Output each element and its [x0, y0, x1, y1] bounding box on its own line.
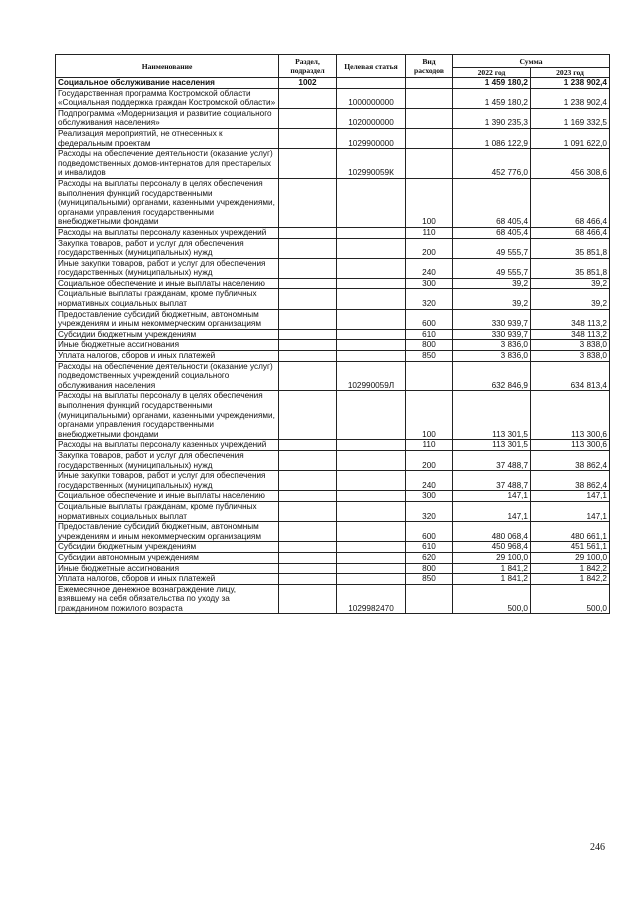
cell-name: Подпрограмма «Модернизация и развитие социального обслуживания населения» — [56, 108, 279, 128]
cell-sum-2022: 37 488,7 — [453, 471, 531, 491]
cell-sum-2022: 3 836,0 — [453, 340, 531, 351]
cell-sum-2022: 480 068,4 — [453, 522, 531, 542]
header-name: Наименование — [56, 55, 279, 78]
cell-target — [337, 329, 406, 340]
cell-section — [279, 128, 337, 148]
cell-expense-type: 200 — [406, 238, 453, 258]
cell-name: Расходы на выплаты персоналу в целях обеспечения выполнения функций государственными (муниципальными) органами, казенными учреждениями, органами управления государственными внебюджетными фондами — [56, 391, 279, 440]
cell-sum-2023: 113 300,6 — [531, 391, 610, 440]
table-row — [56, 440, 610, 451]
table-row — [56, 574, 610, 585]
table-row — [56, 329, 610, 340]
cell-section — [279, 361, 337, 391]
table-row — [56, 351, 610, 362]
cell-section — [279, 108, 337, 128]
cell-sum-2022: 39,2 — [453, 278, 531, 289]
table-row — [56, 258, 610, 278]
cell-sum-2023: 3 838,0 — [531, 351, 610, 362]
cell-section — [279, 440, 337, 451]
table-row — [56, 471, 610, 491]
cell-sum-2023: 29 100,0 — [531, 552, 610, 563]
cell-expense-type: 100 — [406, 391, 453, 440]
cell-sum-2023: 1 238 902,4 — [531, 78, 610, 89]
table-row — [56, 552, 610, 563]
cell-section — [279, 563, 337, 574]
cell-target — [337, 309, 406, 329]
cell-target: 1020000000 — [337, 108, 406, 128]
cell-sum-2022: 3 836,0 — [453, 351, 531, 362]
cell-expense-type: 300 — [406, 278, 453, 289]
cell-section — [279, 289, 337, 309]
cell-name: Субсидии автономным учреждениям — [56, 552, 279, 563]
cell-target — [337, 552, 406, 563]
cell-target — [337, 563, 406, 574]
cell-expense-type — [406, 128, 453, 148]
table-row — [56, 278, 610, 289]
table-row — [56, 542, 610, 553]
cell-name: Иные бюджетные ассигнования — [56, 340, 279, 351]
table-row — [56, 178, 610, 227]
cell-sum-2022: 500,0 — [453, 584, 531, 614]
cell-name: Расходы на обеспечение деятельности (оказание услуг) подведомственных домов-интернатов для престарелых и инвалидов — [56, 149, 279, 179]
cell-target: 102990059К — [337, 149, 406, 179]
cell-target — [337, 522, 406, 542]
cell-expense-type: 110 — [406, 440, 453, 451]
header-year-2022: 2022 год — [453, 68, 531, 78]
table-row — [56, 88, 610, 108]
cell-section — [279, 309, 337, 329]
cell-sum-2023: 35 851,8 — [531, 238, 610, 258]
cell-name: Иные бюджетные ассигнования — [56, 563, 279, 574]
cell-sum-2022: 330 939,7 — [453, 309, 531, 329]
cell-section — [279, 574, 337, 585]
cell-sum-2023: 39,2 — [531, 289, 610, 309]
cell-sum-2022: 1 086 122,9 — [453, 128, 531, 148]
cell-name: Социальные выплаты гражданам, кроме публичных нормативных социальных выплат — [56, 501, 279, 521]
cell-expense-type: 110 — [406, 227, 453, 238]
cell-name: Иные закупки товаров, работ и услуг для обеспечения государственных (муниципальных) нужд — [56, 471, 279, 491]
cell-target — [337, 238, 406, 258]
header-sum: Сумма — [453, 55, 610, 68]
cell-section — [279, 258, 337, 278]
cell-section — [279, 522, 337, 542]
cell-expense-type: 240 — [406, 258, 453, 278]
cell-name: Субсидии бюджетным учреждениям — [56, 329, 279, 340]
cell-sum-2023: 1 238 902,4 — [531, 88, 610, 108]
cell-name: Ежемесячное денежное вознаграждение лицу, взявшему на себя обязательства по уходу за гражданином пожилого возраста — [56, 584, 279, 614]
cell-name: Социальное обеспечение и иные выплаты населению — [56, 491, 279, 502]
cell-sum-2022: 330 939,7 — [453, 329, 531, 340]
cell-expense-type: 850 — [406, 574, 453, 585]
cell-sum-2023: 1 091 622,0 — [531, 128, 610, 148]
cell-name: Расходы на выплаты персоналу казенных учреждений — [56, 227, 279, 238]
cell-section — [279, 501, 337, 521]
table-row — [56, 491, 610, 502]
cell-section: 1002 — [279, 78, 337, 89]
cell-expense-type — [406, 78, 453, 89]
cell-name: Социальное обслуживание населения — [56, 78, 279, 89]
cell-section — [279, 471, 337, 491]
table-row — [56, 522, 610, 542]
cell-sum-2023: 634 813,4 — [531, 361, 610, 391]
cell-expense-type: 100 — [406, 178, 453, 227]
cell-sum-2023: 1 169 332,5 — [531, 108, 610, 128]
cell-sum-2022: 68 405,4 — [453, 178, 531, 227]
cell-sum-2022: 68 405,4 — [453, 227, 531, 238]
cell-section — [279, 542, 337, 553]
cell-target — [337, 289, 406, 309]
cell-target — [337, 178, 406, 227]
cell-target — [337, 501, 406, 521]
cell-sum-2022: 37 488,7 — [453, 450, 531, 470]
table-row — [56, 238, 610, 258]
cell-expense-type: 600 — [406, 309, 453, 329]
header-expense-type: Вид расходов — [406, 55, 453, 78]
cell-name: Уплата налогов, сборов и иных платежей — [56, 574, 279, 585]
cell-target — [337, 258, 406, 278]
cell-sum-2023: 1 842,2 — [531, 563, 610, 574]
cell-expense-type: 610 — [406, 542, 453, 553]
table-row — [56, 149, 610, 179]
cell-expense-type: 620 — [406, 552, 453, 563]
cell-name: Субсидии бюджетным учреждениям — [56, 542, 279, 553]
cell-expense-type: 600 — [406, 522, 453, 542]
cell-name: Предоставление субсидий бюджетным, автономным учреждениям и иным некоммерческим организациям — [56, 522, 279, 542]
cell-expense-type: 320 — [406, 289, 453, 309]
cell-expense-type: 320 — [406, 501, 453, 521]
budget-table — [55, 54, 610, 614]
cell-sum-2022: 113 301,5 — [453, 440, 531, 451]
cell-sum-2023: 480 661,1 — [531, 522, 610, 542]
cell-target — [337, 574, 406, 585]
table-row — [56, 289, 610, 309]
cell-section — [279, 391, 337, 440]
cell-expense-type: 300 — [406, 491, 453, 502]
cell-target — [337, 450, 406, 470]
cell-name: Государственная программа Костромской области «Социальная поддержка граждан Костромской области» — [56, 88, 279, 108]
cell-sum-2023: 38 862,4 — [531, 471, 610, 491]
table-row — [56, 361, 610, 391]
cell-target — [337, 542, 406, 553]
table-row — [56, 78, 610, 89]
cell-sum-2023: 68 466,4 — [531, 178, 610, 227]
cell-sum-2022: 1 390 235,3 — [453, 108, 531, 128]
cell-name: Закупка товаров, работ и услуг для обеспечения государственных (муниципальных) нужд — [56, 450, 279, 470]
cell-section — [279, 278, 337, 289]
table-row — [56, 391, 610, 440]
cell-sum-2023: 451 561,1 — [531, 542, 610, 553]
cell-sum-2022: 1 841,2 — [453, 574, 531, 585]
cell-expense-type: 800 — [406, 563, 453, 574]
cell-name: Социальные выплаты гражданам, кроме публичных нормативных социальных выплат — [56, 289, 279, 309]
cell-target — [337, 340, 406, 351]
cell-expense-type — [406, 88, 453, 108]
cell-sum-2022: 452 776,0 — [453, 149, 531, 179]
cell-name: Закупка товаров, работ и услуг для обеспечения государственных (муниципальных) нужд — [56, 238, 279, 258]
cell-sum-2022: 1 459 180,2 — [453, 78, 531, 89]
cell-name: Иные закупки товаров, работ и услуг для обеспечения государственных (муниципальных) нужд — [56, 258, 279, 278]
table-body — [56, 78, 610, 614]
cell-sum-2022: 49 555,7 — [453, 238, 531, 258]
cell-target: 102990059Л — [337, 361, 406, 391]
header-target: Целевая статья — [337, 55, 406, 78]
cell-target — [337, 440, 406, 451]
table-row — [56, 340, 610, 351]
cell-sum-2022: 113 301,5 — [453, 391, 531, 440]
cell-section — [279, 227, 337, 238]
cell-sum-2022: 147,1 — [453, 491, 531, 502]
cell-sum-2023: 348 113,2 — [531, 329, 610, 340]
cell-sum-2022: 29 100,0 — [453, 552, 531, 563]
header-section: Раздел, подраздел — [279, 55, 337, 78]
cell-name: Социальное обеспечение и иные выплаты населению — [56, 278, 279, 289]
cell-expense-type: 610 — [406, 329, 453, 340]
table-row — [56, 128, 610, 148]
cell-sum-2022: 147,1 — [453, 501, 531, 521]
cell-section — [279, 178, 337, 227]
cell-sum-2023: 500,0 — [531, 584, 610, 614]
table-row — [56, 309, 610, 329]
header-year-2023: 2023 год — [531, 68, 610, 78]
cell-section — [279, 329, 337, 340]
cell-expense-type: 850 — [406, 351, 453, 362]
cell-sum-2023: 456 308,6 — [531, 149, 610, 179]
cell-target: 1029982470 — [337, 584, 406, 614]
cell-expense-type — [406, 361, 453, 391]
cell-expense-type: 800 — [406, 340, 453, 351]
cell-sum-2023: 1 842,2 — [531, 574, 610, 585]
cell-expense-type — [406, 584, 453, 614]
cell-target: 1000000000 — [337, 88, 406, 108]
cell-sum-2022: 1 459 180,2 — [453, 88, 531, 108]
cell-sum-2023: 35 851,8 — [531, 258, 610, 278]
cell-target — [337, 471, 406, 491]
table-row — [56, 563, 610, 574]
cell-section — [279, 88, 337, 108]
cell-section — [279, 450, 337, 470]
table-row — [56, 584, 610, 614]
cell-expense-type — [406, 108, 453, 128]
cell-name: Расходы на выплаты персоналу в целях обеспечения выполнения функций государственными (муниципальными) органами, казенными учреждениями, органами управления государственными внебюджетными фондами — [56, 178, 279, 227]
cell-section — [279, 584, 337, 614]
cell-section — [279, 491, 337, 502]
page-number: 246 — [590, 842, 605, 853]
cell-sum-2023: 68 466,4 — [531, 227, 610, 238]
cell-sum-2023: 147,1 — [531, 501, 610, 521]
cell-sum-2023: 39,2 — [531, 278, 610, 289]
table-row — [56, 501, 610, 521]
cell-name: Расходы на выплаты персоналу казенных учреждений — [56, 440, 279, 451]
cell-sum-2023: 3 838,0 — [531, 340, 610, 351]
cell-sum-2023: 147,1 — [531, 491, 610, 502]
cell-sum-2022: 39,2 — [453, 289, 531, 309]
table-row — [56, 108, 610, 128]
cell-section — [279, 340, 337, 351]
cell-target — [337, 491, 406, 502]
cell-section — [279, 149, 337, 179]
cell-sum-2022: 632 846,9 — [453, 361, 531, 391]
cell-name: Расходы на обеспечение деятельности (оказание услуг) подведомственных учреждений социального обслуживания населения — [56, 361, 279, 391]
cell-target: 1029900000 — [337, 128, 406, 148]
cell-name: Реализация мероприятий, не отнесенных к федеральным проектам — [56, 128, 279, 148]
cell-sum-2023: 348 113,2 — [531, 309, 610, 329]
cell-name: Уплата налогов, сборов и иных платежей — [56, 351, 279, 362]
cell-sum-2022: 450 968,4 — [453, 542, 531, 553]
cell-target — [337, 78, 406, 89]
table-row — [56, 227, 610, 238]
cell-section — [279, 238, 337, 258]
cell-section — [279, 351, 337, 362]
cell-name: Предоставление субсидий бюджетным, автономным учреждениям и иным некоммерческим организациям — [56, 309, 279, 329]
cell-target — [337, 278, 406, 289]
cell-sum-2022: 49 555,7 — [453, 258, 531, 278]
table-row — [56, 450, 610, 470]
cell-sum-2023: 113 300,6 — [531, 440, 610, 451]
cell-target — [337, 351, 406, 362]
cell-target — [337, 227, 406, 238]
cell-target — [337, 391, 406, 440]
cell-section — [279, 552, 337, 563]
cell-expense-type — [406, 149, 453, 179]
cell-sum-2022: 1 841,2 — [453, 563, 531, 574]
cell-expense-type: 240 — [406, 471, 453, 491]
cell-sum-2023: 38 862,4 — [531, 450, 610, 470]
cell-expense-type: 200 — [406, 450, 453, 470]
